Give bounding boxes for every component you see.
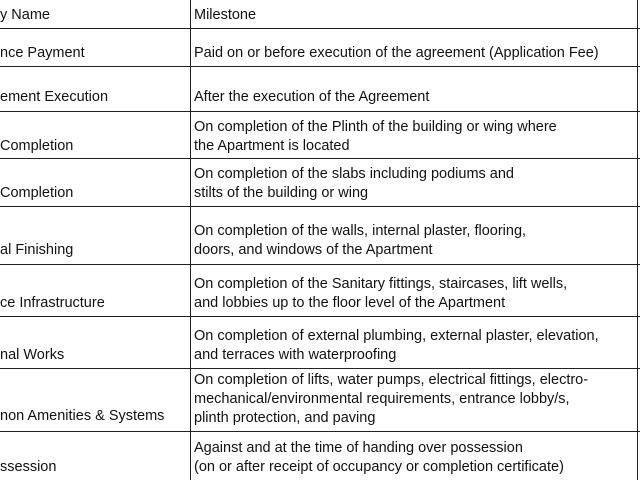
row-divider [0,206,640,207]
table-row-activity: al Finishing [0,242,74,258]
table-row-milestone [194,88,429,107]
milestone-line: Paid on or before execution of the agreement (Application Fee) [194,45,599,61]
row-divider [0,368,640,369]
milestone-line: stilts of the building or wing [194,185,369,201]
table-row-milestone [194,327,599,365]
milestone-line: On completion of the Plinth of the building or wing where [194,119,557,135]
table-row-activity: Completion [0,185,74,201]
row-divider [0,431,640,432]
milestone-line: On completion of the walls, internal plaster, flooring, [194,223,527,239]
table-row-milestone [194,222,526,260]
milestone-line: (on or after receipt of occupancy or completion certificate) [194,459,564,475]
row-divider [0,66,640,67]
table-row-activity: Completion [0,138,74,154]
table-right-border [637,0,638,480]
milestone-line: Against and at the time of handing over possession [194,440,523,456]
milestone-line: On completion of the slabs including podiums and [194,166,514,182]
milestone-line: On completion of external plumbing, external plaster, elevation, [194,328,599,344]
table-row-milestone [194,275,567,313]
milestone-line: doors, and windows of the Apartment [194,242,433,258]
header-milestone: Milestone [194,7,257,23]
row-divider [0,28,640,29]
table-row-activity: nce Payment [0,45,85,61]
row-divider [0,316,640,317]
row-divider [0,111,640,112]
table-row-activity: ce Infrastructure [0,295,105,311]
milestone-line: the Apartment is located [194,138,350,154]
row-divider [0,158,640,159]
milestone-line: plinth protection, and paving [194,410,376,426]
milestone-line: After the execution of the Agreement [194,89,430,105]
table-row-milestone [194,44,599,63]
table-row-activity: ssession [0,459,57,475]
header-activity-name: y Name [0,7,50,23]
milestone-line: and lobbies up to the floor level of the Apartment [194,295,506,311]
table-row-activity: nal Works [0,347,65,363]
milestone-line: mechanical/environmental requirements, entrance lobby/s, [194,391,570,407]
table-row-milestone [194,165,514,203]
milestone-line: On completion of the Sanitary fittings, staircases, lift wells, [194,276,568,292]
table-row-activity: ement Execution [0,89,109,105]
row-divider [0,264,640,265]
column-divider [190,0,191,480]
table-row-activity: non Amenities & Systems [0,408,165,424]
table-row-milestone [194,118,557,156]
table-row-milestone [194,439,564,477]
milestone-line: On completion of lifts, water pumps, electrical fittings, electro- [194,372,589,388]
milestone-line: and terraces with waterproofing [194,347,397,363]
table-row-milestone [194,371,588,428]
